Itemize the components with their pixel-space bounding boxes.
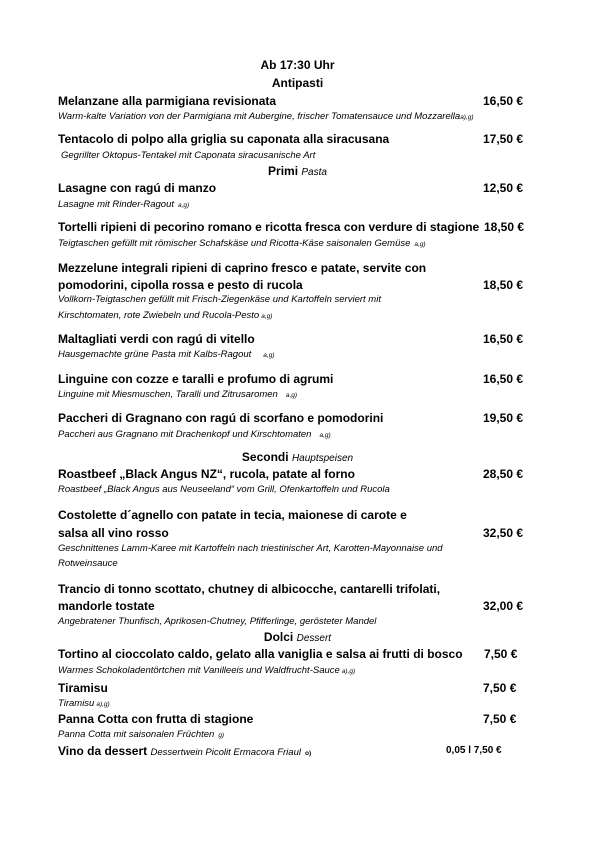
dish-name: Tiramisu — [58, 681, 108, 695]
allergen-codes: a,g) — [261, 313, 273, 320]
dish-name: Vino da dessert — [58, 744, 148, 758]
dish-description: Warm-kalte Variation von der Parmigiana mit Aubergine, frischer Tomatensauce und Mozzarellaa),g) — [58, 111, 474, 122]
time-heading: Ab 17:30 Uhr — [260, 58, 335, 72]
dish-description: Teigtaschen gefüllt mit römischer Schafskäse und Ricotta-Käse saisonalen Gemüse a,g) — [58, 238, 426, 249]
dish-price: 16,50 € — [483, 332, 524, 346]
dish-name: Tentacolo di polpo alla griglia su caponata alla siracusana — [58, 132, 390, 146]
dish-price: 32,50 € — [483, 526, 524, 540]
dish-name: Linguine con cozze e taralli e profumo di agrumi — [58, 372, 334, 386]
dish-name: Panna Cotta con frutta di stagione — [58, 712, 254, 726]
dish-price: 18,50 € — [484, 220, 525, 234]
allergen-codes: a,g) — [319, 432, 331, 439]
dish-price: 7,50 € — [483, 712, 517, 726]
dish-name: Melanzane alla parmigiana revisionata — [58, 94, 277, 108]
dish-name: Lasagne con ragú di manzo — [58, 181, 217, 195]
dish-name-line2: pomodorini, cipolla rossa e pesto di rucola — [58, 278, 303, 292]
dish-name-line1: Trancio di tonno scottato, chutney di albicocche, cantarelli trifolati, — [58, 582, 441, 596]
dish-name-line1: Costolette d´agnello con patate in tecia, maionese di carote e — [58, 508, 407, 522]
dish-price: 18,50 € — [483, 278, 524, 292]
dish-description: Tiramisu a),g) — [58, 698, 110, 709]
allergen-codes: a,g) — [263, 352, 275, 359]
dish-price: 7,50 € — [483, 681, 517, 695]
dish-description: Dessertwein Picolit Ermacora Friaul — [150, 747, 301, 758]
dish-price: 32,00 € — [483, 599, 524, 613]
section-secondi: Secondi Hauptspeisen — [241, 450, 354, 464]
dish-description-line2: Rotweinsauce — [58, 558, 118, 569]
dish-description: Warmes Schokoladentörtchen mit Vanilleeis und Waldfrucht-Sauce a),g) — [58, 665, 356, 676]
section-antipasti: Antipasti — [271, 76, 324, 90]
section-dolci: Dolci Dessert — [263, 630, 332, 644]
dish-price: 12,50 € — [483, 181, 524, 195]
dish-description-line1: Geschnittenes Lamm-Karee mit Kartoffeln nach triestinischer Art, Karotten-Mayonnaise und — [58, 543, 443, 554]
dish-description: Linguine mit Miesmuschen, Taralli und Zitrusaromen a,g) — [58, 389, 298, 400]
allergen-codes: g) — [218, 732, 225, 739]
dish-price: 16,50 € — [483, 372, 524, 386]
dish-name: Maltagliati verdi con ragú di vitello — [58, 332, 255, 346]
dish-description: Paccheri aus Gragnano mit Drachenkopf und Kirschtomaten a,g) — [58, 429, 331, 440]
dessert-wine — [58, 744, 311, 758]
dish-description-line2: Kirschtomaten, rote Zwiebeln und Rucola-Pesto a,g) — [58, 310, 273, 321]
dish-description: Angebratener Thunfisch, Aprikosen-Chutney, Pfifferlinge, gerösteter Mandel — [58, 616, 377, 627]
dish-description: Panna Cotta mit saisonalen Früchten g) — [58, 729, 225, 740]
dish-name: Roastbeef „Black Angus NZ“, rucola, patate al forno — [58, 467, 355, 481]
allergen-codes: a,g) — [285, 392, 298, 399]
dish-description: Lasagne mit Rinder-Ragout a,g) — [58, 199, 190, 210]
dish-name-line2: mandorle tostate — [58, 599, 155, 613]
allergen-codes: a),g) — [460, 114, 474, 121]
dish-name: Tortelli ripieni di pecorino romano e ricotta fresca con verdure di stagione — [58, 220, 480, 234]
dish-price: 16,50 € — [483, 94, 524, 108]
dish-description-line1: Vollkorn-Teigtaschen gefüllt mit Frisch-Ziegenkäse und Kartoffeln serviert mit — [58, 294, 381, 305]
dish-name-line1: Mezzelune integrali ripieni di caprino fresco e patate, servite con — [58, 261, 427, 275]
dish-name-line2: salsa all vino rosso — [58, 526, 169, 540]
allergen-codes: a,g) — [414, 241, 426, 248]
allergen-codes: a,g) — [178, 202, 190, 209]
allergen-codes: o) — [304, 750, 312, 757]
dish-name: Paccheri di Gragnano con ragú di scorfano e pomodorini — [58, 411, 384, 425]
dish-description: Gegrillter Oktopus-Tentakel mit Caponata siracusanische Art — [61, 150, 316, 161]
dish-name: Tortino al cioccolato caldo, gelato alla vaniglia e salsa ai frutti di bosco — [58, 647, 463, 661]
dish-price: 17,50 € — [483, 132, 524, 146]
dish-price: 7,50 € — [484, 647, 518, 661]
allergen-codes: a),g) — [341, 668, 356, 675]
section-primi: Primi Pasta — [268, 164, 327, 178]
dish-price: 28,50 € — [483, 467, 524, 481]
dish-description: Roastbeef „Black Angus aus Neuseeland“ vom Grill, Ofenkartoffeln und Rucola — [58, 484, 390, 495]
allergen-codes: a),g) — [96, 701, 110, 708]
dish-price: 19,50 € — [483, 411, 524, 425]
dish-description: Hausgemachte grüne Pasta mit Kalbs-Ragout a,g) — [58, 349, 275, 360]
dish-price: 0,05 l 7,50 € — [446, 745, 502, 756]
